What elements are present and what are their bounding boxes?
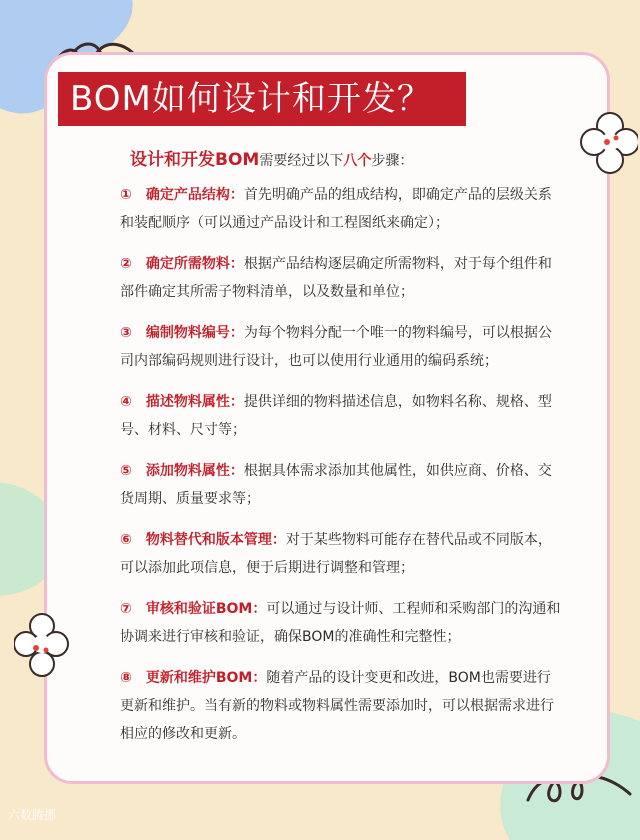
step-body: 可以通过与设计师、工程师和采购部门的沟通和协调来进行审核和验证，确保BOM的准确性和完整性； — [120, 601, 561, 645]
article-body — [120, 146, 562, 761]
step-heading: 确定所需物料： — [145, 256, 244, 272]
step-heading: 编制物料编号： — [145, 325, 244, 341]
step-heading: 确定产品结构： — [145, 187, 244, 203]
step-item — [120, 181, 562, 237]
step-number: ⑤ — [120, 463, 132, 479]
step-item — [120, 595, 562, 651]
step-number: ⑥ — [120, 532, 132, 548]
step-body: 随着产品的设计变更和改进，BOM也需要进行更新和维护。当有新的物料或物料属性需要添加时，可以根据需求进行相应的修改和更新。 — [120, 670, 554, 742]
step-body: 为每个物料分配一个唯一的物料编号，可以根据公司内部编码规则进行设计，也可以使用行业通用的编码系统； — [120, 325, 552, 369]
step-number: ⑧ — [120, 670, 132, 686]
step-number: ④ — [120, 394, 132, 410]
step-item — [120, 250, 562, 306]
intro-paragraph — [130, 146, 562, 175]
step-heading: 更新和维护BOM： — [145, 670, 267, 686]
page-title: BOM如何设计和开发？ — [58, 72, 466, 126]
intro-middle: 需要经过以下 — [259, 153, 344, 169]
watermark: 六数腾挪 — [8, 808, 57, 822]
step-heading: 审核和验证BOM： — [145, 601, 267, 617]
step-item — [120, 457, 562, 513]
step-item — [120, 526, 562, 582]
step-item — [120, 664, 562, 748]
flower-decoration — [14, 612, 70, 682]
intro-count: 八个 — [343, 153, 372, 169]
step-number: ① — [120, 187, 132, 203]
step-body: 根据具体需求添加其他属性，如供应商、价格、交货周期、质量要求等； — [120, 463, 552, 507]
intro-tail: 步骤： — [371, 153, 414, 169]
step-number: ③ — [120, 325, 132, 341]
step-body: 首先明确产品的组成结构，即确定产品的层级关系和装配顺序（可以通过产品设计和工程图纸来确定）； — [120, 187, 552, 231]
step-item — [120, 319, 562, 375]
step-heading: 物料替代和版本管理： — [145, 532, 286, 548]
step-heading: 描述物料属性： — [145, 394, 244, 410]
step-heading: 添加物料属性： — [145, 463, 244, 479]
step-number: ⑦ — [120, 601, 132, 617]
step-body: 对于某些物料可能存在替代品或不同版本，可以添加此项信息，便于后期进行调整和管理； — [120, 532, 552, 576]
step-body: 根据产品结构逐层确定所需物料，对于每个组件和部件确定其所需子物料清单，以及数量和单位； — [120, 256, 552, 300]
step-body: 提供详细的物料描述信息，如物料名称、规格、型号、材料、尺寸等； — [120, 394, 552, 438]
flower-decoration — [580, 112, 638, 178]
step-number: ② — [120, 256, 132, 272]
step-item — [120, 388, 562, 444]
intro-lead: 设计和开发BOM — [130, 150, 260, 170]
